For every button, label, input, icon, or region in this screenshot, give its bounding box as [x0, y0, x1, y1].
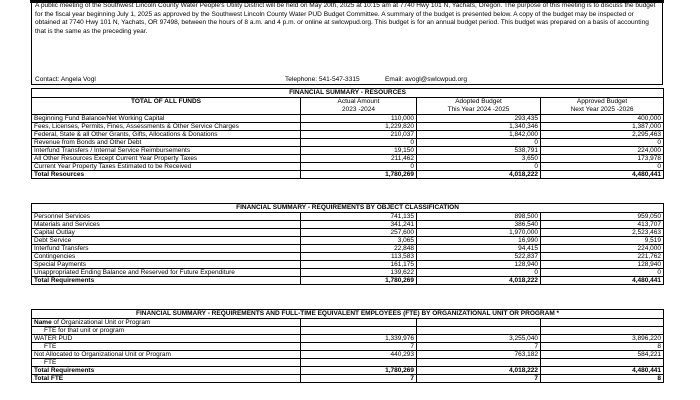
row-value-actual: 113,583 [301, 253, 417, 261]
by-unit-name-bold: Name [34, 319, 52, 326]
row-label: Total Requirements [32, 367, 301, 375]
requirements-title: FINANCIAL SUMMARY - REQUIREMENTS BY OBJECT CLASSIFICATION [32, 204, 664, 213]
row-value-actual: 139,622 [301, 269, 417, 277]
row-value-approved: 9,519 [541, 237, 664, 245]
row-value-approved: 221,762 [541, 253, 664, 261]
table-row [32, 335, 664, 343]
row-value-actual: 741,135 [301, 213, 417, 221]
row-label: Special Payments [32, 261, 301, 269]
table-row [32, 163, 664, 171]
row-value-actual: 22,848 [301, 245, 417, 253]
row-label: Total Requirements [32, 277, 301, 285]
row-value-approved: 0 [541, 269, 664, 277]
row-label: Capital Outlay [32, 229, 301, 237]
contact-row [31, 76, 663, 85]
row-label: Current Year Property Taxes Estimated to be Received [32, 163, 301, 171]
row-value-adopted: 0 [417, 269, 541, 277]
row-value-approved: 2,295,463 [541, 131, 664, 139]
row-label: Materials and Services [32, 221, 301, 229]
row-label: Revenue from Bonds and Other Debt [32, 139, 301, 147]
row-label: Personnel Services [32, 213, 301, 221]
row-value-approved: 0 [541, 139, 664, 147]
row-value-approved: 3,896,220 [541, 335, 664, 343]
row-value-adopted: 3,255,040 [417, 335, 541, 343]
row-value-adopted: 4,018,222 [417, 277, 541, 285]
table-row [32, 131, 664, 139]
by-unit-title: FINANCIAL SUMMARY - REQUIREMENTS AND FULL-TIME EQUIVALENT EMPLOYEES (FTE) BY ORGANIZATIONAL UNIT OR PROGRAM * [32, 310, 664, 319]
row-value-adopted: 538,791 [417, 147, 541, 155]
contact-email: Email: avogl@swlcwpud.org [385, 76, 467, 83]
row-value-approved: 400,000 [541, 115, 664, 123]
row-value-actual: 0 [301, 163, 417, 171]
row-label: Interfund Transfers / Internal Service Reimbursements [32, 147, 301, 155]
row-value-actual: 1,339,976 [301, 335, 417, 343]
resources-title: FINANCIAL SUMMARY - RESOURCES [32, 89, 664, 98]
row-label: Not Allocated to Organizational Unit or Program [32, 351, 301, 359]
table-row [32, 229, 664, 237]
row-value-adopted: 1,970,000 [417, 229, 541, 237]
by-unit-fte-blank-b [417, 327, 541, 335]
row-value-adopted: 1,842,000 [417, 131, 541, 139]
row-value-adopted: 3,650 [417, 155, 541, 163]
table-row [32, 261, 664, 269]
table-row [32, 155, 664, 163]
row-value-approved: 2,523,463 [541, 229, 664, 237]
table-row [32, 115, 664, 123]
row-value-actual: 1,780,269 [301, 171, 417, 179]
row-value-adopted: 4,018,222 [417, 367, 541, 375]
row-value-adopted: 1,340,346 [417, 123, 541, 131]
row-label: All Other Resources Except Current Year Property Taxes [32, 155, 301, 163]
resources-header-funds: TOTAL OF ALL FUNDS [32, 98, 301, 107]
row-value-adopted: 0 [417, 139, 541, 147]
by-unit-name-header [32, 319, 301, 327]
row-value-actual: 211,462 [301, 155, 417, 163]
row-value-approved: 8 [541, 343, 664, 351]
by-unit-fte-blank-c [541, 327, 664, 335]
table-row [32, 221, 664, 229]
row-value-approved: 959,050 [541, 213, 664, 221]
row-value-adopted: 386,540 [417, 221, 541, 229]
table-row [32, 245, 664, 253]
table-row [32, 213, 664, 221]
contact-name: Contact: Angela Vogl [35, 76, 96, 83]
contact-telephone: Telephone: 541-547-3315 [285, 76, 360, 83]
resources-header-adopted-year: This Year 2024 -2025 [417, 106, 541, 115]
by-unit-fte-header: FTE for that unit or program [32, 327, 301, 335]
row-value-actual: 210,037 [301, 131, 417, 139]
resources-header-blank [32, 106, 301, 115]
table-row [32, 269, 664, 277]
resources-header-approved-year: Next Year 2025 -2026 [541, 106, 664, 115]
row-value-approved: 413,707 [541, 221, 664, 229]
row-value-approved: 1,387,000 [541, 123, 664, 131]
table-row [32, 253, 664, 261]
table-row [32, 351, 664, 359]
row-label: Debt Service [32, 237, 301, 245]
row-value-approved: 224,000 [541, 245, 664, 253]
row-label: Beginning Fund Balance/Net Working Capital [32, 115, 301, 123]
table-row [32, 343, 664, 351]
row-value-adopted: 898,500 [417, 213, 541, 221]
resources-header-actual-year: 2023 -2024 [301, 106, 417, 115]
row-value-actual: 7 [301, 343, 417, 351]
total-row [32, 171, 664, 179]
row-value-approved: 584,221 [541, 351, 664, 359]
notice-text: A public meeting of the Southwest Lincoln County Water People's Utility District will be held on May 20th, 2025 at 10:15 am at 7740 Hwy 101 N, Yachats, Oregon. The purpose of this meeting is to discuss the budget for the fiscal year beginning July 1, 2025 as approved by the Southwest Lincoln County Water PUD Budget Committee. A summary of the budget is presented below. A copy of the budget may be inspected or obtained at 7740 Hwy 101 N, Yachats, OR 97498, between the hours of 8 a.m. and 4 p.m. or online at swlcwpud.org. This budget is for an annual budget period. This budget was prepared on a basis of accounting that is the same as the preceding year. [35, 2, 656, 35]
row-value-approved: 0 [541, 163, 664, 171]
row-value-adopted: 763,182 [417, 351, 541, 359]
row-value-approved: 224,000 [541, 147, 664, 155]
row-value-actual: 110,000 [301, 115, 417, 123]
notice-box [31, 2, 663, 76]
row-value-adopted [417, 359, 541, 367]
row-value-actual: 1,229,820 [301, 123, 417, 131]
row-value-approved: 4,480,441 [541, 171, 664, 179]
row-value-approved: 4,480,441 [541, 367, 664, 375]
row-label: Fees, Licenses, Permits, Fines, Assessments & Other Service Charges [32, 123, 301, 131]
table-row [32, 123, 664, 131]
row-value-actual: 161,175 [301, 261, 417, 269]
row-label: Contingencies [32, 253, 301, 261]
row-value-adopted: 522,837 [417, 253, 541, 261]
total-fte-row [32, 375, 664, 383]
row-value-actual: 0 [301, 139, 417, 147]
by-unit-name-blank-a [301, 319, 417, 327]
total-row [32, 367, 664, 375]
resources-header-approved: Approved Budget [541, 98, 664, 107]
row-value-adopted: 16,990 [417, 237, 541, 245]
by-unit-name-blank-c [541, 319, 664, 327]
row-label: Interfund Transfers [32, 245, 301, 253]
row-value-actual: 1,780,269 [301, 367, 417, 375]
row-label: Total FTE [32, 375, 301, 383]
row-label: WATER PUD [32, 335, 301, 343]
row-label: FTE [32, 359, 301, 367]
row-label: Unappropriated Ending Balance and Reserved for Future Expenditure [32, 269, 301, 277]
row-value-actual: 3,065 [301, 237, 417, 245]
total-row [32, 277, 664, 285]
row-value-approved [541, 359, 664, 367]
table-row [32, 147, 664, 155]
by-unit-table [31, 309, 664, 383]
row-value-actual: 19,150 [301, 147, 417, 155]
row-value-actual: 341,241 [301, 221, 417, 229]
row-value-actual: 440,293 [301, 351, 417, 359]
by-unit-name-rest: of Organizational Unit or Program [51, 319, 151, 326]
row-value-adopted: 94,415 [417, 245, 541, 253]
row-value-adopted: 7 [417, 375, 541, 383]
row-value-actual [301, 359, 417, 367]
row-value-approved: 128,940 [541, 261, 664, 269]
table-row [32, 359, 664, 367]
row-value-approved: 173,978 [541, 155, 664, 163]
row-value-approved: 4,480,441 [541, 277, 664, 285]
row-value-adopted: 293,435 [417, 115, 541, 123]
row-value-actual: 257,600 [301, 229, 417, 237]
table-row [32, 139, 664, 147]
resources-header-adopted: Adopted Budget [417, 98, 541, 107]
row-value-adopted: 0 [417, 163, 541, 171]
row-value-adopted: 7 [417, 343, 541, 351]
resources-table [31, 88, 664, 179]
row-value-adopted: 128,940 [417, 261, 541, 269]
row-label: Total Resources [32, 171, 301, 179]
row-value-approved: 8 [541, 375, 664, 383]
by-unit-fte-blank-a [301, 327, 417, 335]
row-value-actual: 1,780,269 [301, 277, 417, 285]
row-value-actual: 7 [301, 375, 417, 383]
row-value-adopted: 4,018,222 [417, 171, 541, 179]
table-row [32, 237, 664, 245]
requirements-table [31, 203, 664, 285]
by-unit-name-blank-b [417, 319, 541, 327]
row-label: FTE [32, 343, 301, 351]
resources-header-actual: Actual Amount [301, 98, 417, 107]
row-label: Federal, State & all Other Grants, Gifts, Allocations & Donations [32, 131, 301, 139]
